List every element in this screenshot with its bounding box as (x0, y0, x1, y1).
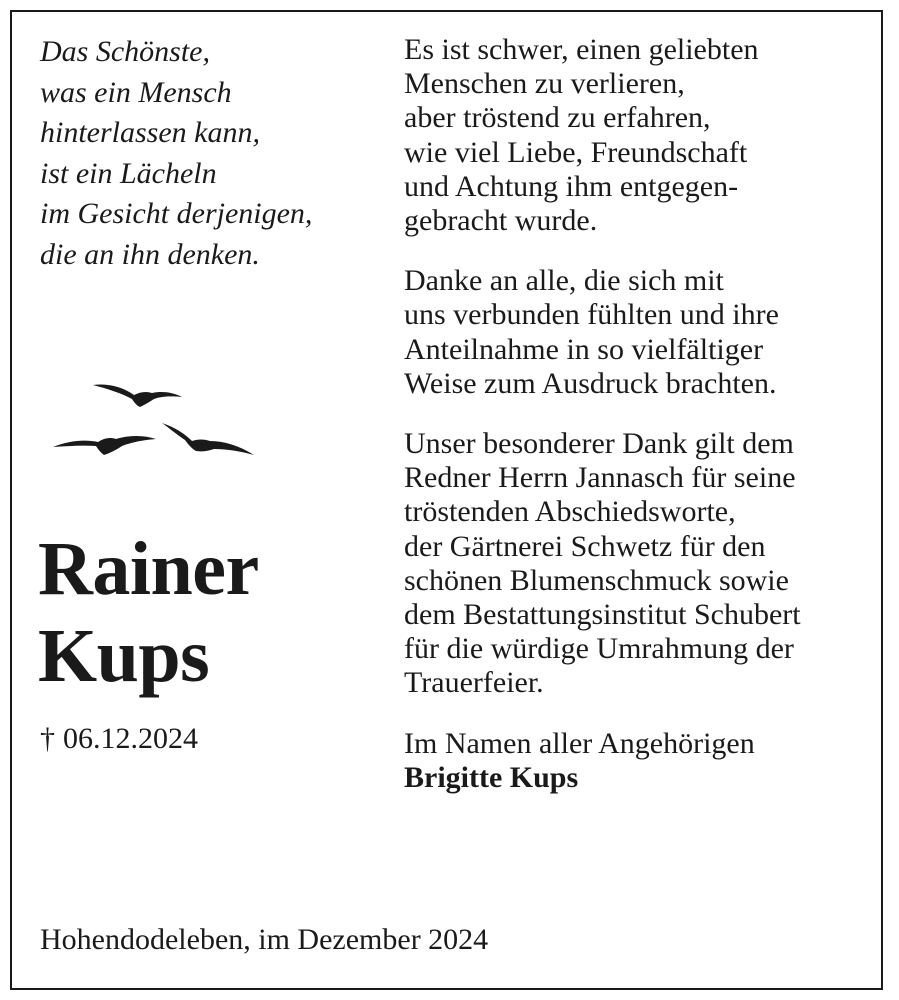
text-line: und Achtung ihm entgegen- (404, 169, 739, 203)
quote-line: die an ihn denken. (40, 237, 260, 271)
quote-line: ist ein Lächeln (40, 156, 217, 190)
text-line: dem Bestattungsinstitut Schubert (404, 598, 801, 632)
text-line: uns verbunden fühlten und ihre (404, 298, 779, 332)
bird-top-icon (93, 384, 182, 407)
text-line: Anteilnahme in so vielfältiger (404, 332, 764, 366)
text-line: Unser besonderer Dank gilt dem (404, 427, 794, 461)
quote-line: im Gesicht derjenigen, (40, 197, 313, 230)
thanks-paragraph-1 (404, 33, 874, 238)
deceased-name (38, 526, 259, 700)
text-line: tröstenden Abschiedsworte, (404, 495, 736, 529)
signature-intro: Im Namen aller Angehörigen (404, 726, 755, 760)
text-line: aber tröstend zu erfahren, (404, 101, 711, 135)
text-line: Weise zum Ausdruck brachten. (404, 366, 777, 400)
signature-block (404, 727, 874, 795)
flying-birds-icon (48, 375, 263, 470)
text-line: gebracht wurde. (404, 204, 598, 238)
text-line: Danke an alle, die sich mit (404, 264, 724, 298)
thanks-text (404, 33, 874, 795)
thanks-paragraph-3 (404, 427, 874, 701)
text-line: wie viel Liebe, Freundschaft (404, 135, 748, 169)
death-date-line (40, 719, 198, 759)
text-line: schönen Blumenschmuck sowie (404, 563, 789, 597)
text-line: Es ist schwer, einen geliebten (404, 33, 759, 66)
deceased-last-name: Kups (38, 614, 210, 698)
text-line: Trauerfeier. (404, 666, 544, 700)
text-line: für die würdige Umrahmung der (404, 632, 794, 666)
dagger-icon: † (40, 722, 55, 755)
thanks-paragraph-2 (404, 264, 874, 401)
memorial-quote (40, 32, 312, 275)
quote-line: Das Schönste, (40, 35, 210, 68)
death-date: 06.12.2024 (63, 722, 198, 755)
signature-name: Brigitte Kups (404, 760, 579, 794)
bird-right-icon (162, 423, 254, 455)
text-line: Redner Herrn Jannasch für seine (404, 461, 796, 495)
text-line: der Gärtnerei Schwetz für den (404, 529, 766, 563)
text-line: Menschen zu verlieren, (404, 67, 685, 101)
deceased-first-name: Rainer (38, 527, 259, 611)
place-and-date: Hohendodeleben, im Dezember 2024 (40, 923, 489, 956)
quote-line: hinterlassen kann, (40, 116, 260, 149)
quote-line: was ein Mensch (40, 75, 232, 109)
bird-left-icon (53, 436, 156, 455)
